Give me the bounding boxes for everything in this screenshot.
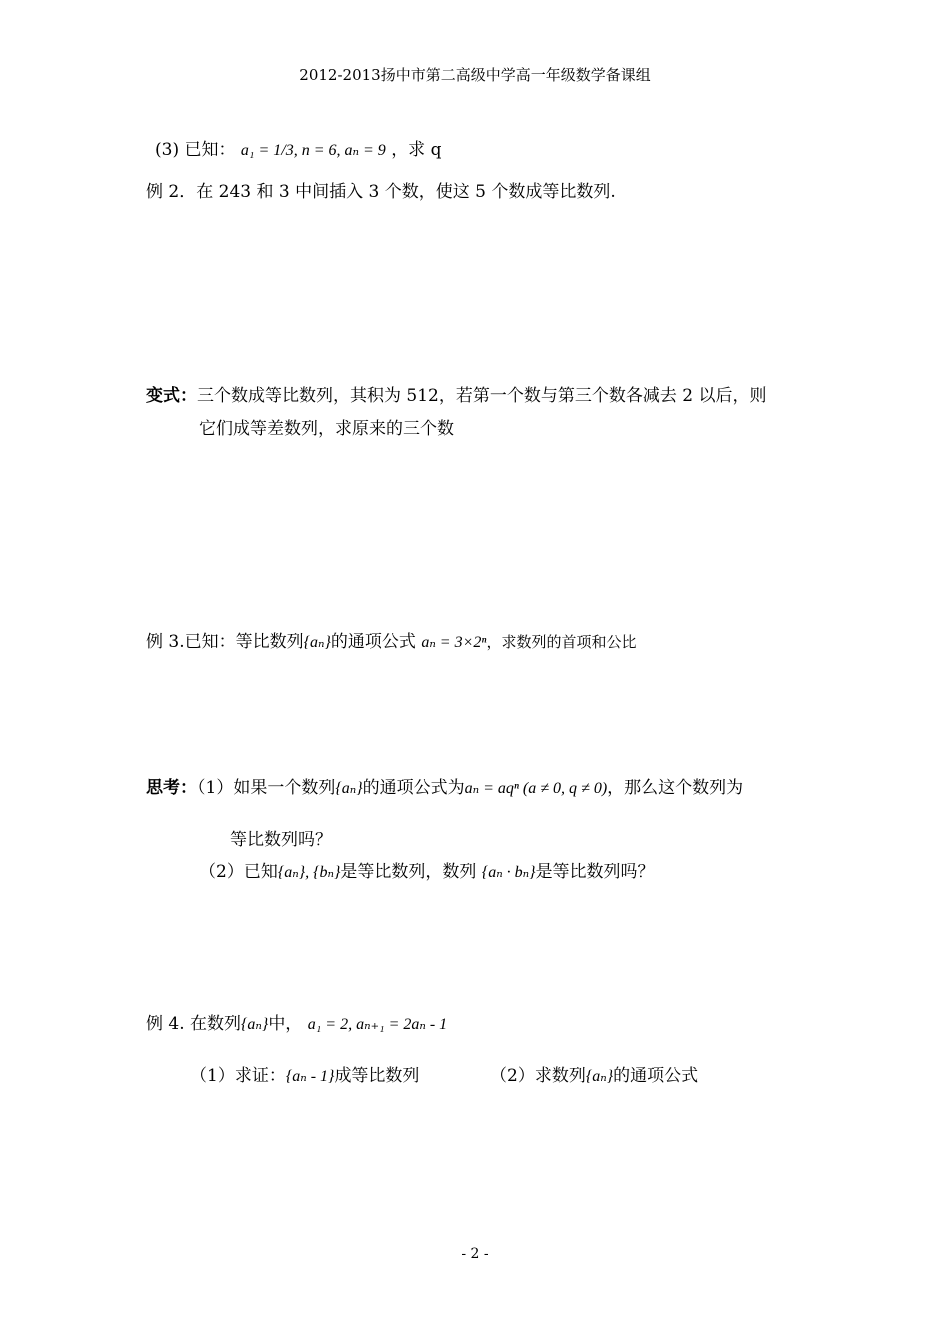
variant-line-1 (146, 384, 766, 408)
think-2-tail: 是等比数列吗？ (535, 862, 655, 882)
example-4-sequence: {aₙ} (241, 1016, 269, 1033)
example-4-recurrence: a₁ = 2, aₙ₊₁ = 2aₙ - 1 (307, 1016, 448, 1033)
example-4-label: 例 4. 在数列 (146, 1014, 242, 1034)
think-1-mid: 的通项公式为 (362, 778, 465, 798)
think-label: 思考： (146, 778, 197, 798)
example-3-mid: 的通项公式 (330, 632, 416, 652)
think-1-tail: ，那么这个数列为 (607, 778, 744, 798)
example-3-label: 例 3.已知：等比数列 (146, 632, 304, 652)
example-4-q2-pre: （2）求数列 (490, 1066, 586, 1086)
think-1-formula: aₙ = aqⁿ (a ≠ 0, q ≠ 0) (464, 780, 608, 797)
example-4-q2-tail: 的通项公式 (613, 1066, 699, 1086)
example-4-q1-sequence: {aₙ - 1} (285, 1068, 335, 1085)
think-part-2 (199, 860, 655, 885)
example-3-formula: aₙ = 3×2ⁿ (421, 634, 487, 651)
variant-label: 变式： (146, 386, 197, 406)
example-4-mid: 中， (268, 1014, 303, 1034)
example-3-tail: ，求数列的首项和公比 (486, 633, 637, 651)
exercise-1-3-label: (3) 已知： (155, 140, 236, 160)
exercise-1-3-condition: a₁ = 1/3, n = 6, aₙ = 9 (240, 142, 386, 159)
variant-line-2: 它们成等差数列，求原来的三个数 (199, 419, 454, 439)
example-2: 例 2．在 243 和 3 中间插入 3 个数，使这 5 个数成等比数列. (146, 182, 616, 202)
example-3-sequence: {aₙ} (303, 634, 331, 651)
example-4-q2-sequence: {aₙ} (585, 1068, 614, 1085)
think-part-1 (146, 776, 743, 801)
example-4-q1-pre: （1）求证： (190, 1066, 286, 1086)
example-3 (146, 630, 636, 655)
think-2-pre: （2）已知 (199, 862, 278, 882)
think-2-mid: 是等比数列，数列 (340, 862, 477, 882)
think-2-sequences: {aₙ}, {bₙ} (277, 864, 341, 881)
variant-text-1: 三个数成等比数列，其积为 512，若第一个数与第三个数各减去 2 以后，则 (197, 386, 767, 406)
page-number: - 2 - (461, 1246, 489, 1262)
example-4-q1-tail: 成等比数列 (334, 1066, 420, 1086)
think-1-pre: （1）如果一个数列 (197, 778, 336, 798)
think-1-line-2: 等比数列吗？ (230, 830, 332, 850)
example-4 (146, 1012, 447, 1037)
page-header: 2012-2013扬中市第二高级中学高一年级数学备课组 (299, 66, 651, 84)
think-1-sequence: {aₙ} (335, 780, 363, 797)
think-2-product-sequence: {aₙ · bₙ} (481, 864, 536, 881)
exercise-1-3 (155, 138, 441, 163)
example-4-question-2 (490, 1064, 698, 1089)
example-4-question-1 (190, 1064, 419, 1089)
exercise-1-3-tail: ，求 q (391, 140, 442, 160)
